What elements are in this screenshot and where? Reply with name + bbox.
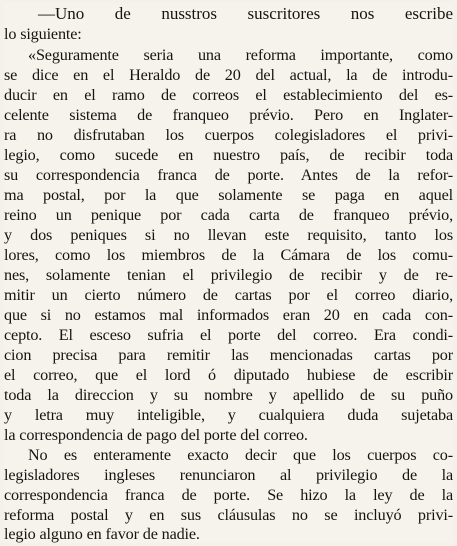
text-line-14: nes, solamente tenian el privilegio de recibir y de re- — [4, 266, 453, 284]
text-line-4: se dice en el Heraldo de 20 del actual, la de introdu- — [4, 66, 453, 84]
text-line-3: «Seguramente seria una reforma importante, como — [28, 46, 453, 64]
text-line-15: mitir un cierto número de cartas por el correo diario, — [4, 286, 453, 304]
text-line-22: la correspondencia de pago del porte del correo. — [4, 426, 308, 444]
text-line-23: No es enteramente exacto decir que los cuerpos co- — [28, 446, 453, 464]
text-line-12: y dos peniques si no llevan este requisito, tanto los — [4, 226, 453, 244]
newspaper-clipping — [4, 3, 453, 543]
text-line-2: lo siguiente: — [4, 25, 82, 43]
text-line-16: que si no estamos mal informados eran 20 en cada con- — [4, 306, 453, 324]
text-line-6: celente sistema de franqueo prévio. Pero en Inglater- — [4, 106, 453, 124]
text-line-17: cepto. El esceso sufria el porte del correo. Era condi- — [4, 326, 453, 344]
text-line-24: legisladores ingleses renunciaron al privilegio de la — [4, 466, 453, 484]
text-line-13: lores, como los miembros de la Cámara de los comu- — [4, 246, 453, 264]
text-line-19: el correo, que el lord ó diputado hubiese de escribir — [4, 366, 453, 384]
text-line-18: cion precisa para remitir las mencionadas cartas por — [4, 346, 453, 364]
text-line-8: legio, como sucede en nuestro país, de recibir toda — [4, 146, 453, 164]
text-line-10: ma postal, por la que solamente se paga en aquel — [4, 186, 453, 204]
text-line-9: su correspondencia franca de porte. Antes de la refor- — [4, 166, 453, 184]
text-line-26: reforma postal y en sus cláusulas no se incluyó privi- — [4, 506, 453, 524]
text-line-7: ra no disfrutaban los cuerpos colegisladores el privi- — [4, 126, 453, 144]
text-line-5: ducir en el ramo de correos el establecimiento del es- — [4, 86, 453, 104]
text-line-11: reino un penique por cada carta de franqueo prévio, — [4, 206, 453, 224]
text-line-27: legio alguno en favor de nadie. — [4, 525, 200, 543]
text-line-20: toda la direccion y su nombre y apellido de su puño — [4, 386, 453, 404]
text-line-1: —Uno de nusstros suscritores nos escribe — [38, 4, 453, 23]
text-line-25: correspondencia franca de porte. Se hizo la ley de la — [4, 486, 453, 504]
text-line-21: y letra muy inteligible, y cualquiera duda sujetaba — [4, 406, 453, 424]
